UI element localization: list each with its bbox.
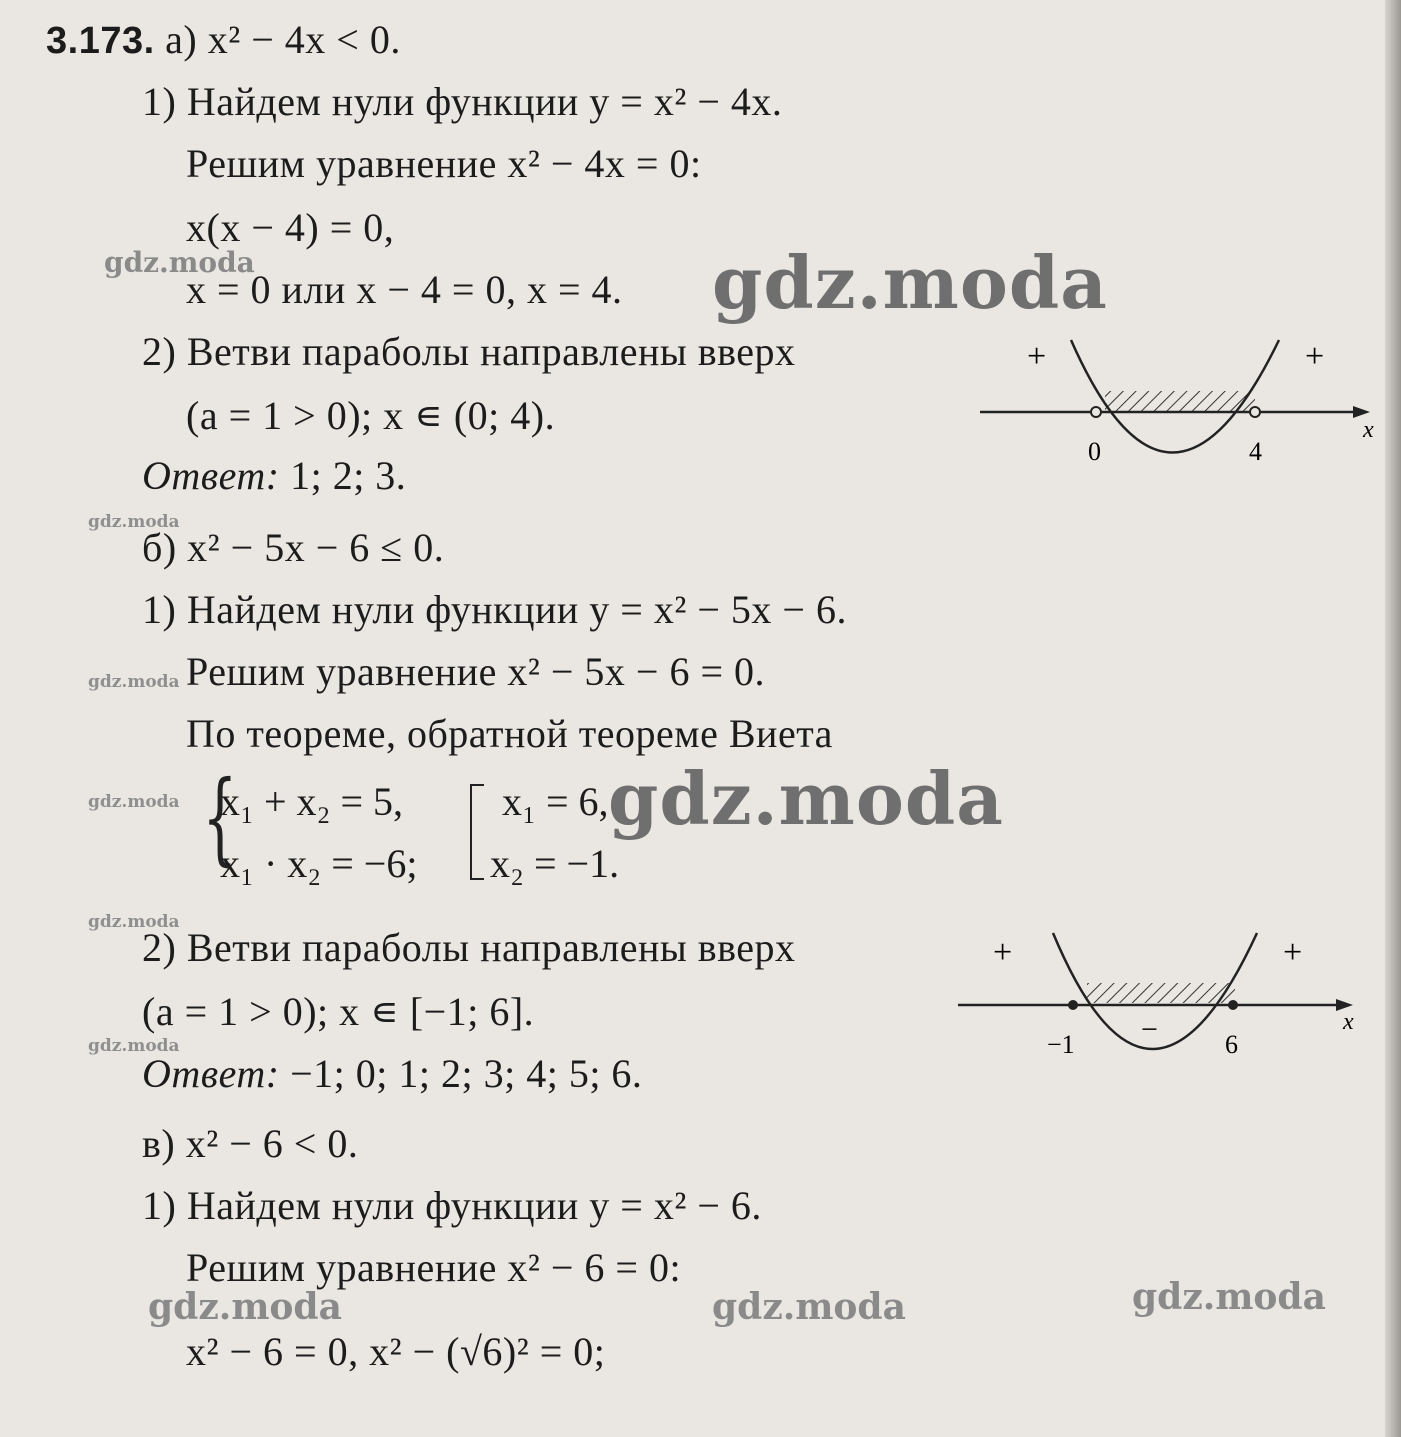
part-c-equation: x² − 6 = 0, x² − (√6)² = 0; (186, 1329, 606, 1374)
problem-number: 3.173. (46, 20, 155, 62)
minus-sign-b: − (1141, 1013, 1158, 1046)
answer-label: Ответ: (142, 453, 280, 498)
part-b-step1: 1) Найдем нули функции y = x² − 5x − 6. (142, 587, 847, 632)
result-x1: x₁ = 6, (502, 779, 609, 824)
result-x2: x₂ = −1. (490, 841, 620, 886)
root-label-6: 6 (1225, 1030, 1238, 1059)
closed-point-6 (1228, 1000, 1238, 1010)
part-b-step2: 2) Ветви параболы направлены вверх (142, 925, 796, 970)
part-c-heading: в) x² − 6 < 0. (142, 1121, 359, 1166)
watermark-mid-1: gdz.moda (148, 1286, 342, 1328)
axis-label-a: x (1363, 417, 1374, 443)
page-edge-shadow (1385, 0, 1401, 1437)
open-point-0 (1091, 407, 1101, 417)
root-label-4: 4 (1249, 437, 1262, 466)
watermark-small-1: gdz.moda (104, 246, 255, 279)
closed-point-minus1 (1068, 1000, 1078, 1010)
watermark-tiny-1: gdz.moda (88, 512, 180, 532)
plus-left-b: + (993, 934, 1013, 971)
watermark-large-2: gdz.moda (608, 756, 1004, 841)
parabola-graph-b (955, 925, 1375, 1065)
part-a-answer (142, 452, 406, 500)
watermark-mid-3: gdz.moda (1132, 1276, 1326, 1318)
part-a-step1: 1) Найдем нули функции y = x² − 4x. (142, 79, 783, 124)
answer-label-b: Ответ: (142, 1051, 280, 1096)
part-b-heading: б) x² − 5x − 6 ≤ 0. (142, 525, 445, 570)
root-label-0: 0 (1088, 437, 1101, 466)
part-a-heading: 3.173. а) x² − 4x < 0. (46, 17, 401, 62)
answer-value: 1; 2; 3. (290, 453, 407, 498)
answer-value-b: −1; 0; 1; 2; 3; 4; 5; 6. (290, 1051, 643, 1096)
part-b-condition: (a = 1 > 0); x ∊ [−1; 6]. (142, 989, 535, 1034)
watermark-tiny-4: gdz.moda (88, 912, 180, 932)
part-c-solve: Решим уравнение x² − 6 = 0: (186, 1245, 682, 1290)
part-a-roots: x = 0 или x − 4 = 0, x = 4. (186, 267, 623, 312)
part-c-step1: 1) Найдем нули функции y = x² − 6. (142, 1183, 762, 1228)
axis-label-b: x (1343, 1009, 1354, 1035)
part-a-solve: Решим уравнение x² − 4x = 0: (186, 141, 702, 186)
watermark-tiny-5: gdz.moda (88, 1036, 180, 1056)
watermark-tiny-2: gdz.moda (88, 672, 180, 692)
plus-left-a: + (1027, 338, 1047, 375)
hatched-interval-a (1105, 391, 1255, 411)
part-b-answer (142, 1050, 642, 1098)
plus-right-a: + (1305, 338, 1325, 375)
watermark-tiny-3: gdz.moda (88, 792, 180, 812)
part-a-factor: x(x − 4) = 0, (186, 205, 395, 250)
part-b-solve: Решим уравнение x² − 5x − 6 = 0. (186, 649, 766, 694)
watermark-mid-2: gdz.moda (712, 1286, 906, 1328)
part-b-vieta: По теореме, обратной теореме Виета (186, 711, 833, 756)
watermark-large-1: gdz.moda (712, 240, 1108, 325)
system-eq1: x₁ + x₂ = 5, (220, 779, 404, 824)
plus-right-b: + (1283, 934, 1303, 971)
part-a-condition: (a = 1 > 0); x ∊ (0; 4). (186, 393, 556, 438)
hatched-interval-b (1087, 983, 1235, 1003)
system-brace: { (202, 759, 238, 876)
collection-bracket (470, 784, 484, 880)
system-eq2: x₁ · x₂ = −6; (220, 841, 418, 886)
root-label-minus1: −1 (1047, 1030, 1075, 1059)
open-point-4 (1250, 407, 1260, 417)
parabola-graph-a (975, 335, 1385, 470)
part-a-step2: 2) Ветви параболы направлены вверх (142, 329, 796, 374)
